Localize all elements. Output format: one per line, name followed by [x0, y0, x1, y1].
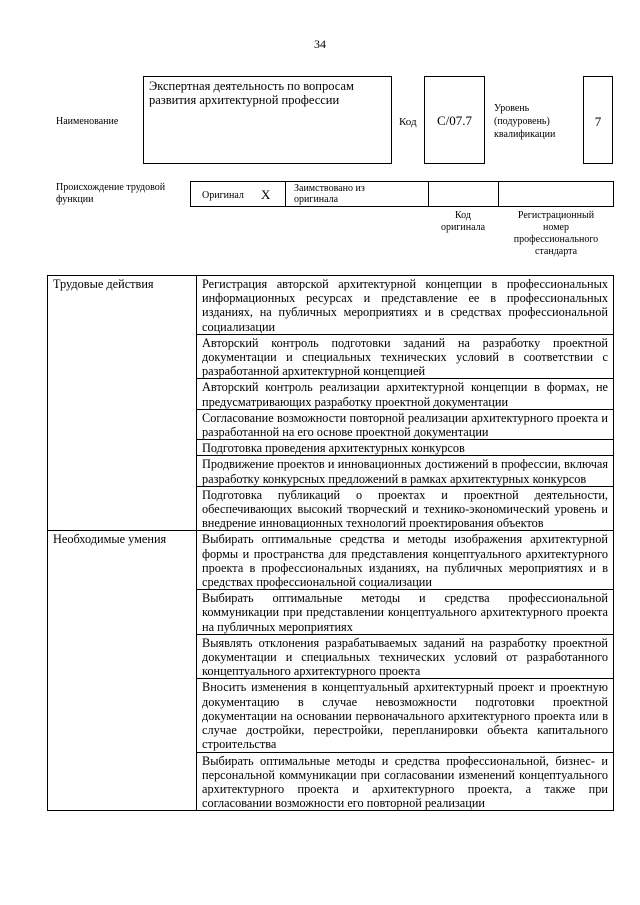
origin-label: Происхождение трудовой функции [56, 182, 166, 205]
skill-item: Выбирать оптимальные методы и средства профессиональной коммуникации при представлении концептуального архитектурного проекта на публичных мероприятиях [197, 590, 614, 635]
skill-item: Вносить изменения в концептуальный архитектурный проект и проектную документацию в случае невозможности подготовки проектной документации на основании первоначального архитектурного проекта или в случае достройки, перестройки, перепланировки объекта капитального строительства [197, 679, 614, 752]
code-value: C/07.7 [436, 113, 473, 128]
labor-action-item: Согласование возможности повторной реализации архитектурного проекта и разработанной на его основе проектной документации [197, 409, 614, 439]
level-label: Уровень (подуровень) квалификации [494, 103, 556, 140]
skill-item: Выбирать оптимальные средства и методы изображения архитектурной формы и пространства для представления концептуального архитектурного проекта в профессиональных изданиях, на публичных мероприятиях и в средствах профессиональной социализации [197, 531, 614, 590]
origin-divider [498, 182, 499, 206]
labor-action-item: Авторский контроль реализации архитектурной концепции в формах, не предусматривающих разработку проектной документации [197, 379, 614, 409]
borrowed-label: Заимствовано из оригинала [294, 183, 365, 205]
name-label: Наименование [56, 116, 119, 127]
function-name-value: Экспертная деятельность по вопросам развития архитектурной профессии [149, 79, 354, 107]
original-mark: X [261, 187, 271, 202]
skill-item: Выявлять отклонения разрабатываемых заданий на разработку проектной документации и специальных технических условий от разработанного концептуального архитектурного проекта [197, 634, 614, 679]
labor-action-item: Подготовка проведения архитектурных конкурсов [197, 440, 614, 456]
function-name-box [143, 76, 392, 164]
code-original-caption: Код оригинала [440, 210, 486, 233]
skill-label: Необходимые умения [48, 531, 197, 811]
table-row [48, 276, 614, 335]
labor-action-item: Регистрация авторской архитектурной концепции в профессиональных информационных ресурсах и представление ее в профессиональных изданиях, на публичных мероприятиях и в средствах профессиональной социализации [197, 276, 614, 335]
origin-divider [285, 182, 286, 206]
labor-action-item: Подготовка публикаций о проектах и проектной деятельности, обеспечивающих высокий творческий и технико-экономический уровень и внедрение инновационных технологий проектирования объектов [197, 486, 614, 531]
page-number: 34 [314, 37, 326, 51]
origin-row [190, 181, 614, 207]
table-row [48, 531, 614, 590]
code-label: Код [399, 116, 417, 128]
reg-number-caption: Регистрационный номер профессионального стандарта [513, 210, 599, 257]
function-table [47, 275, 614, 811]
labor-action-item: Продвижение проектов и инновационных достижений в профессии, включая разработку конкурсных предложений в рамках архитектурных конкурсов [197, 456, 614, 486]
level-value: 7 [594, 114, 602, 129]
original-label: Оригинал [202, 190, 244, 201]
labor-action-label: Трудовые действия [48, 276, 197, 531]
labor-action-item: Авторский контроль подготовки заданий на разработку проектной документации и специальных технических условий в соответствии с разработанной архитектурной концепцией [197, 334, 614, 379]
origin-divider [428, 182, 429, 206]
skill-item: Выбирать оптимальные методы и средства профессиональной, бизнес- и персональной коммуникации при согласовании изменений концептуального архитектурного проекта и архитектурного проекта, а также при согласовании возможности его повторной реализации [197, 752, 614, 811]
